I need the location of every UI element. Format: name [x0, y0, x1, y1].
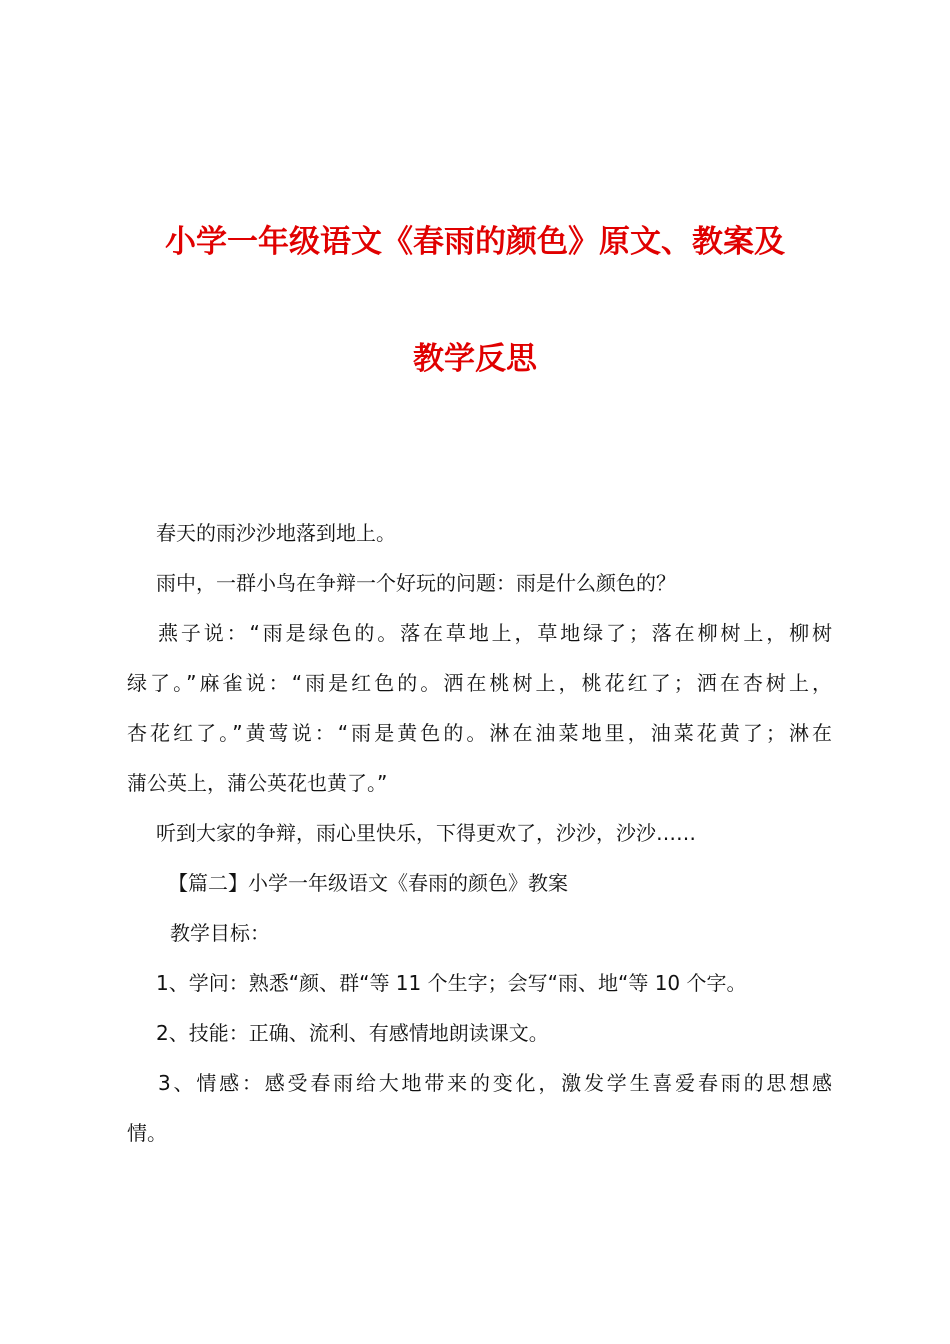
paragraph-line: 绿了。”麻雀说：“雨是红色的。洒在桃树上，桃花红了；洒在杏树上， — [127, 671, 832, 695]
paragraph-line: 杏花红了。”黄莺说：“雨是黄色的。淋在油菜地里，油菜花黄了；淋在 — [127, 721, 832, 745]
document-title-line-2: 教学反思 — [413, 341, 537, 377]
paragraph-line: 情。 — [127, 1121, 167, 1145]
objective-item: 1、学问：熟悉“颜、群“等 11 个生字；会写“雨、地“等 10 个字。 — [156, 971, 747, 995]
objective-item: 2、技能：正确、流利、有感情地朗读课文。 — [156, 1021, 549, 1045]
objective-item: 3、情感：感受春雨给大地带来的变化，激发学生喜爱春雨的思想感 — [158, 1071, 832, 1095]
paragraph-line: 燕子说：“雨是绿色的。落在草地上，草地绿了；落在柳树上，柳树 — [158, 621, 832, 645]
paragraph-line: 春天的雨沙沙地落到地上。 — [156, 521, 396, 545]
paragraph-line: 蒲公英上，蒲公英花也黄了。” — [127, 771, 388, 795]
document-title-line-1: 小学一年级语文《春雨的颜色》原文、教案及 — [165, 224, 785, 260]
objectives-heading: 教学目标： — [170, 921, 270, 945]
paragraph-line: 雨中，一群小鸟在争辩一个好玩的问题：雨是什么颜色的？ — [156, 571, 676, 595]
section-heading: 【篇二】小学一年级语文《春雨的颜色》教案 — [168, 871, 568, 895]
paragraph-line: 听到大家的争辩，雨心里快乐，下得更欢了，沙沙，沙沙…… — [156, 821, 696, 845]
